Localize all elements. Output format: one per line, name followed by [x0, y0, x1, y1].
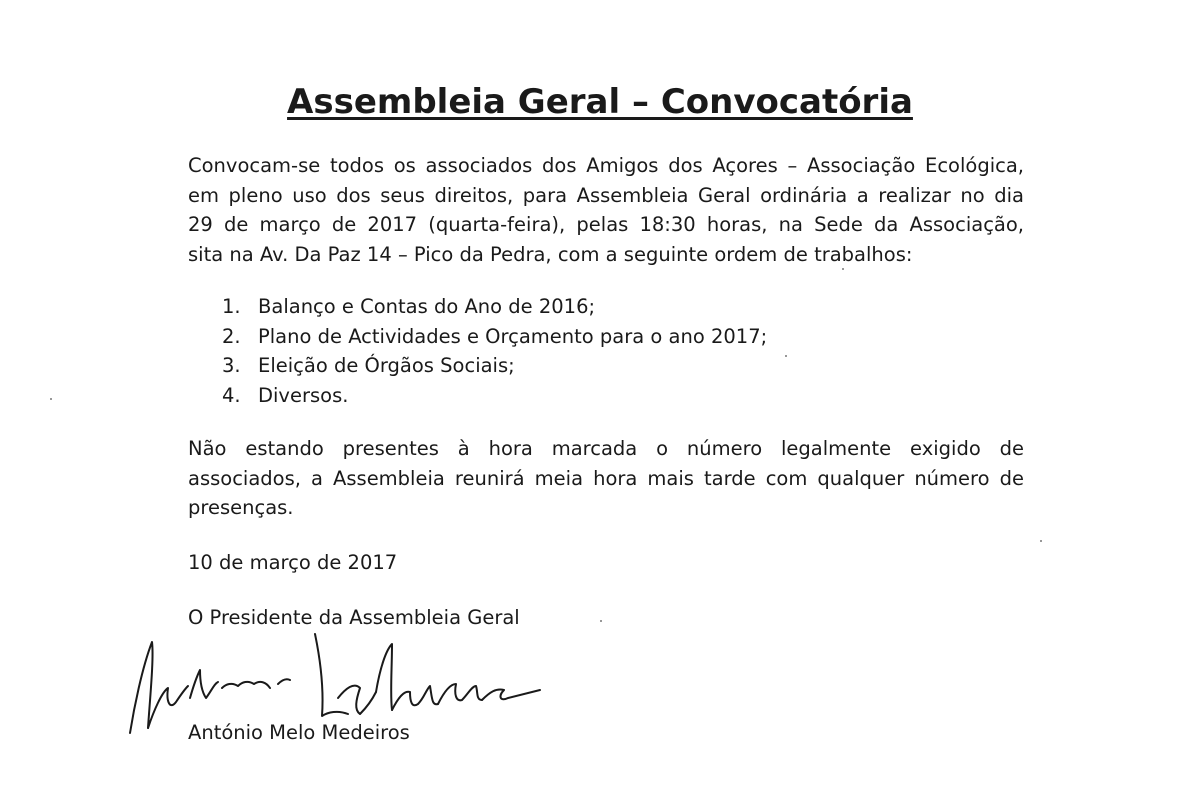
- intro-line: sita na Av. Da Paz 14 – Pico da Pedra, com a seguinte ordem de trabalhos:: [188, 242, 913, 266]
- notice-line: presenças.: [188, 496, 294, 519]
- agenda-item: [222, 292, 767, 322]
- agenda-item-text: Eleição de Órgãos Sociais;: [258, 354, 515, 377]
- scan-speck: [1040, 540, 1042, 542]
- agenda-item: [222, 381, 767, 411]
- agenda-list: [222, 292, 767, 410]
- agenda-item: [222, 322, 767, 352]
- scan-speck: [600, 620, 602, 622]
- signatory-role: O Presidente da Assembleia Geral: [188, 606, 520, 629]
- intro-line: Convocam-se todos os associados dos Amigos dos Açores – Associação Ecológica,: [188, 154, 1024, 177]
- document-title: [0, 80, 1200, 124]
- document-date: 10 de março de 2017: [188, 551, 398, 574]
- intro-paragraph: [188, 151, 1024, 269]
- document-title-text: Assembleia Geral – Convocatória: [287, 82, 913, 122]
- scan-speck: [842, 268, 844, 270]
- agenda-item-number: 2.: [222, 324, 241, 348]
- scan-speck: [785, 355, 787, 357]
- intro-line: em pleno uso dos seus direitos, para Assembleia Geral ordinária a realizar no dia: [188, 183, 1024, 207]
- agenda-item-text: Diversos.: [258, 383, 349, 407]
- signatory-name: António Melo Medeiros: [188, 721, 410, 744]
- notice-line: Não estando presentes à hora marcada o número legalmente exigido de: [188, 437, 1024, 460]
- scan-speck: [50, 398, 52, 400]
- notice-line: associados, a Assembleia reunirá meia hora mais tarde com qualquer número de: [188, 466, 1024, 490]
- agenda-item-number: 3.: [222, 354, 241, 377]
- intro-line: 29 de março de 2017 (quarta-feira), pelas 18:30 horas, na Sede da Associação,: [188, 213, 1024, 236]
- agenda-item-text: Balanço e Contas do Ano de 2016;: [258, 295, 596, 318]
- agenda-item-number: 4.: [222, 383, 241, 407]
- agenda-item-text: Plano de Actividades e Orçamento para o ano 2017;: [258, 324, 768, 348]
- agenda-item: [222, 351, 767, 381]
- notice-paragraph: [188, 434, 1024, 523]
- agenda-item-number: 1.: [222, 295, 241, 318]
